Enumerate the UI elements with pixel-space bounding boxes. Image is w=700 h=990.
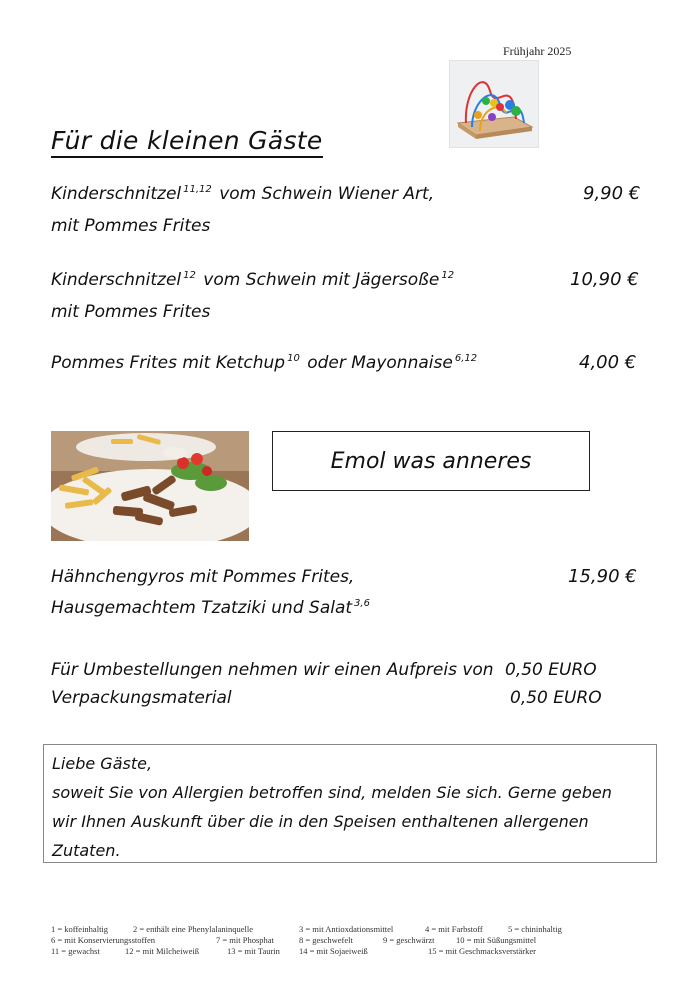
legend-entry: 2 = enthält eine Phenylalaninquelle (133, 924, 253, 934)
kids-item-2-line1 (51, 270, 456, 290)
notice-line-2: wir Ihnen Auskunft über die in den Speisen enthaltenen allergenen (52, 812, 589, 831)
gyros-photo (51, 431, 249, 541)
kids-item-2-allergen: 12 (183, 270, 196, 281)
gyros-line1: Hähnchengyros mit Pommes Frites, (51, 567, 355, 587)
kids-item-3-price: 4,00 € (579, 352, 637, 373)
gyros-desc: Hausgemachtem Tzatziki und Salat (51, 598, 353, 618)
allergy-notice-box (43, 744, 657, 863)
kids-item-1-desc: vom Schwein Wiener Art, (219, 184, 435, 204)
kids-item-3-line1 (51, 353, 479, 373)
kids-item-2-line2: mit Pommes Frites (51, 302, 211, 322)
gyros-price: 15,90 € (568, 566, 637, 587)
kids-item-1-allergen: 11,12 (183, 184, 212, 195)
surcharge-1-value: 0,50 EURO (505, 660, 597, 680)
notice-line-3: Zutaten. (52, 841, 121, 860)
kids-item-3-name: Pommes Frites mit Ketchup (51, 353, 286, 373)
kids-item-3-desc: oder Mayonnaise (307, 353, 453, 373)
legend-entry: 1 = koffeinhaltig (51, 924, 109, 934)
legend-entry: 15 = mit Geschmacksverstärker (428, 946, 536, 956)
legend-entry: 12 = mit Milcheiweiß (125, 946, 199, 956)
kids-item-2-allergen-2: 12 (441, 270, 455, 281)
surcharge-1-label: Für Umbestellungen nehmen wir einen Aufpreis von (51, 660, 494, 680)
surcharge-2-label: Verpackungsmaterial (51, 688, 232, 708)
legend-entry: 14 = mit Sojaeiweiß (299, 946, 368, 956)
kids-item-1-name: Kinderschnitzel (51, 184, 182, 204)
legend-entry: 5 = chininhaltig (508, 924, 562, 934)
legend-entry: 13 = mit Taurin (227, 946, 280, 956)
legend-entry: 8 = geschwefelt (299, 935, 353, 945)
page-title: Für die kleinen Gäste (51, 126, 323, 158)
legend-entry: 4 = mit Farbstoff (425, 924, 483, 934)
kids-item-1-line2: mit Pommes Frites (51, 216, 211, 236)
kids-item-2-price: 10,90 € (570, 269, 639, 290)
gyros-allergen: 3,6 (354, 598, 370, 609)
kids-item-3-allergen-2: 6,12 (454, 353, 478, 364)
legend-entry: 6 = mit Konservierungsstoffen (51, 935, 156, 945)
toy-photo (449, 60, 539, 148)
gyros-plate-image (51, 431, 249, 541)
legend-entry: 10 = mit Süßungsmittel (456, 935, 537, 945)
notice-greeting: Liebe Gäste, (52, 754, 153, 773)
kids-item-2-name: Kinderschnitzel (51, 270, 182, 290)
bead-maze-toy-image (450, 61, 538, 147)
notice-line-1: soweit Sie von Allergien betroffen sind, melden Sie sich. Gerne geben (52, 783, 612, 802)
season-label: Frühjahr 2025 (503, 44, 572, 58)
legend-entry: 11 = gewachst (51, 946, 100, 956)
surcharge-2-value: 0,50 EURO (510, 688, 602, 708)
legend-entry: 9 = geschwärzt (383, 935, 435, 945)
gyros-line2 (51, 598, 372, 618)
section-heading-box (272, 431, 590, 491)
legend-entry: 7 = mit Phosphat (216, 935, 274, 945)
kids-item-2-desc: vom Schwein mit Jägersoße (203, 270, 440, 290)
kids-item-1-line1 (51, 184, 434, 204)
section-heading: Emol was anneres (330, 448, 532, 474)
kids-item-3-allergen: 10 (287, 353, 300, 364)
kids-item-1-price: 9,90 € (583, 183, 641, 204)
legend-entry: 3 = mit Antioxdationsmittel (299, 924, 394, 934)
